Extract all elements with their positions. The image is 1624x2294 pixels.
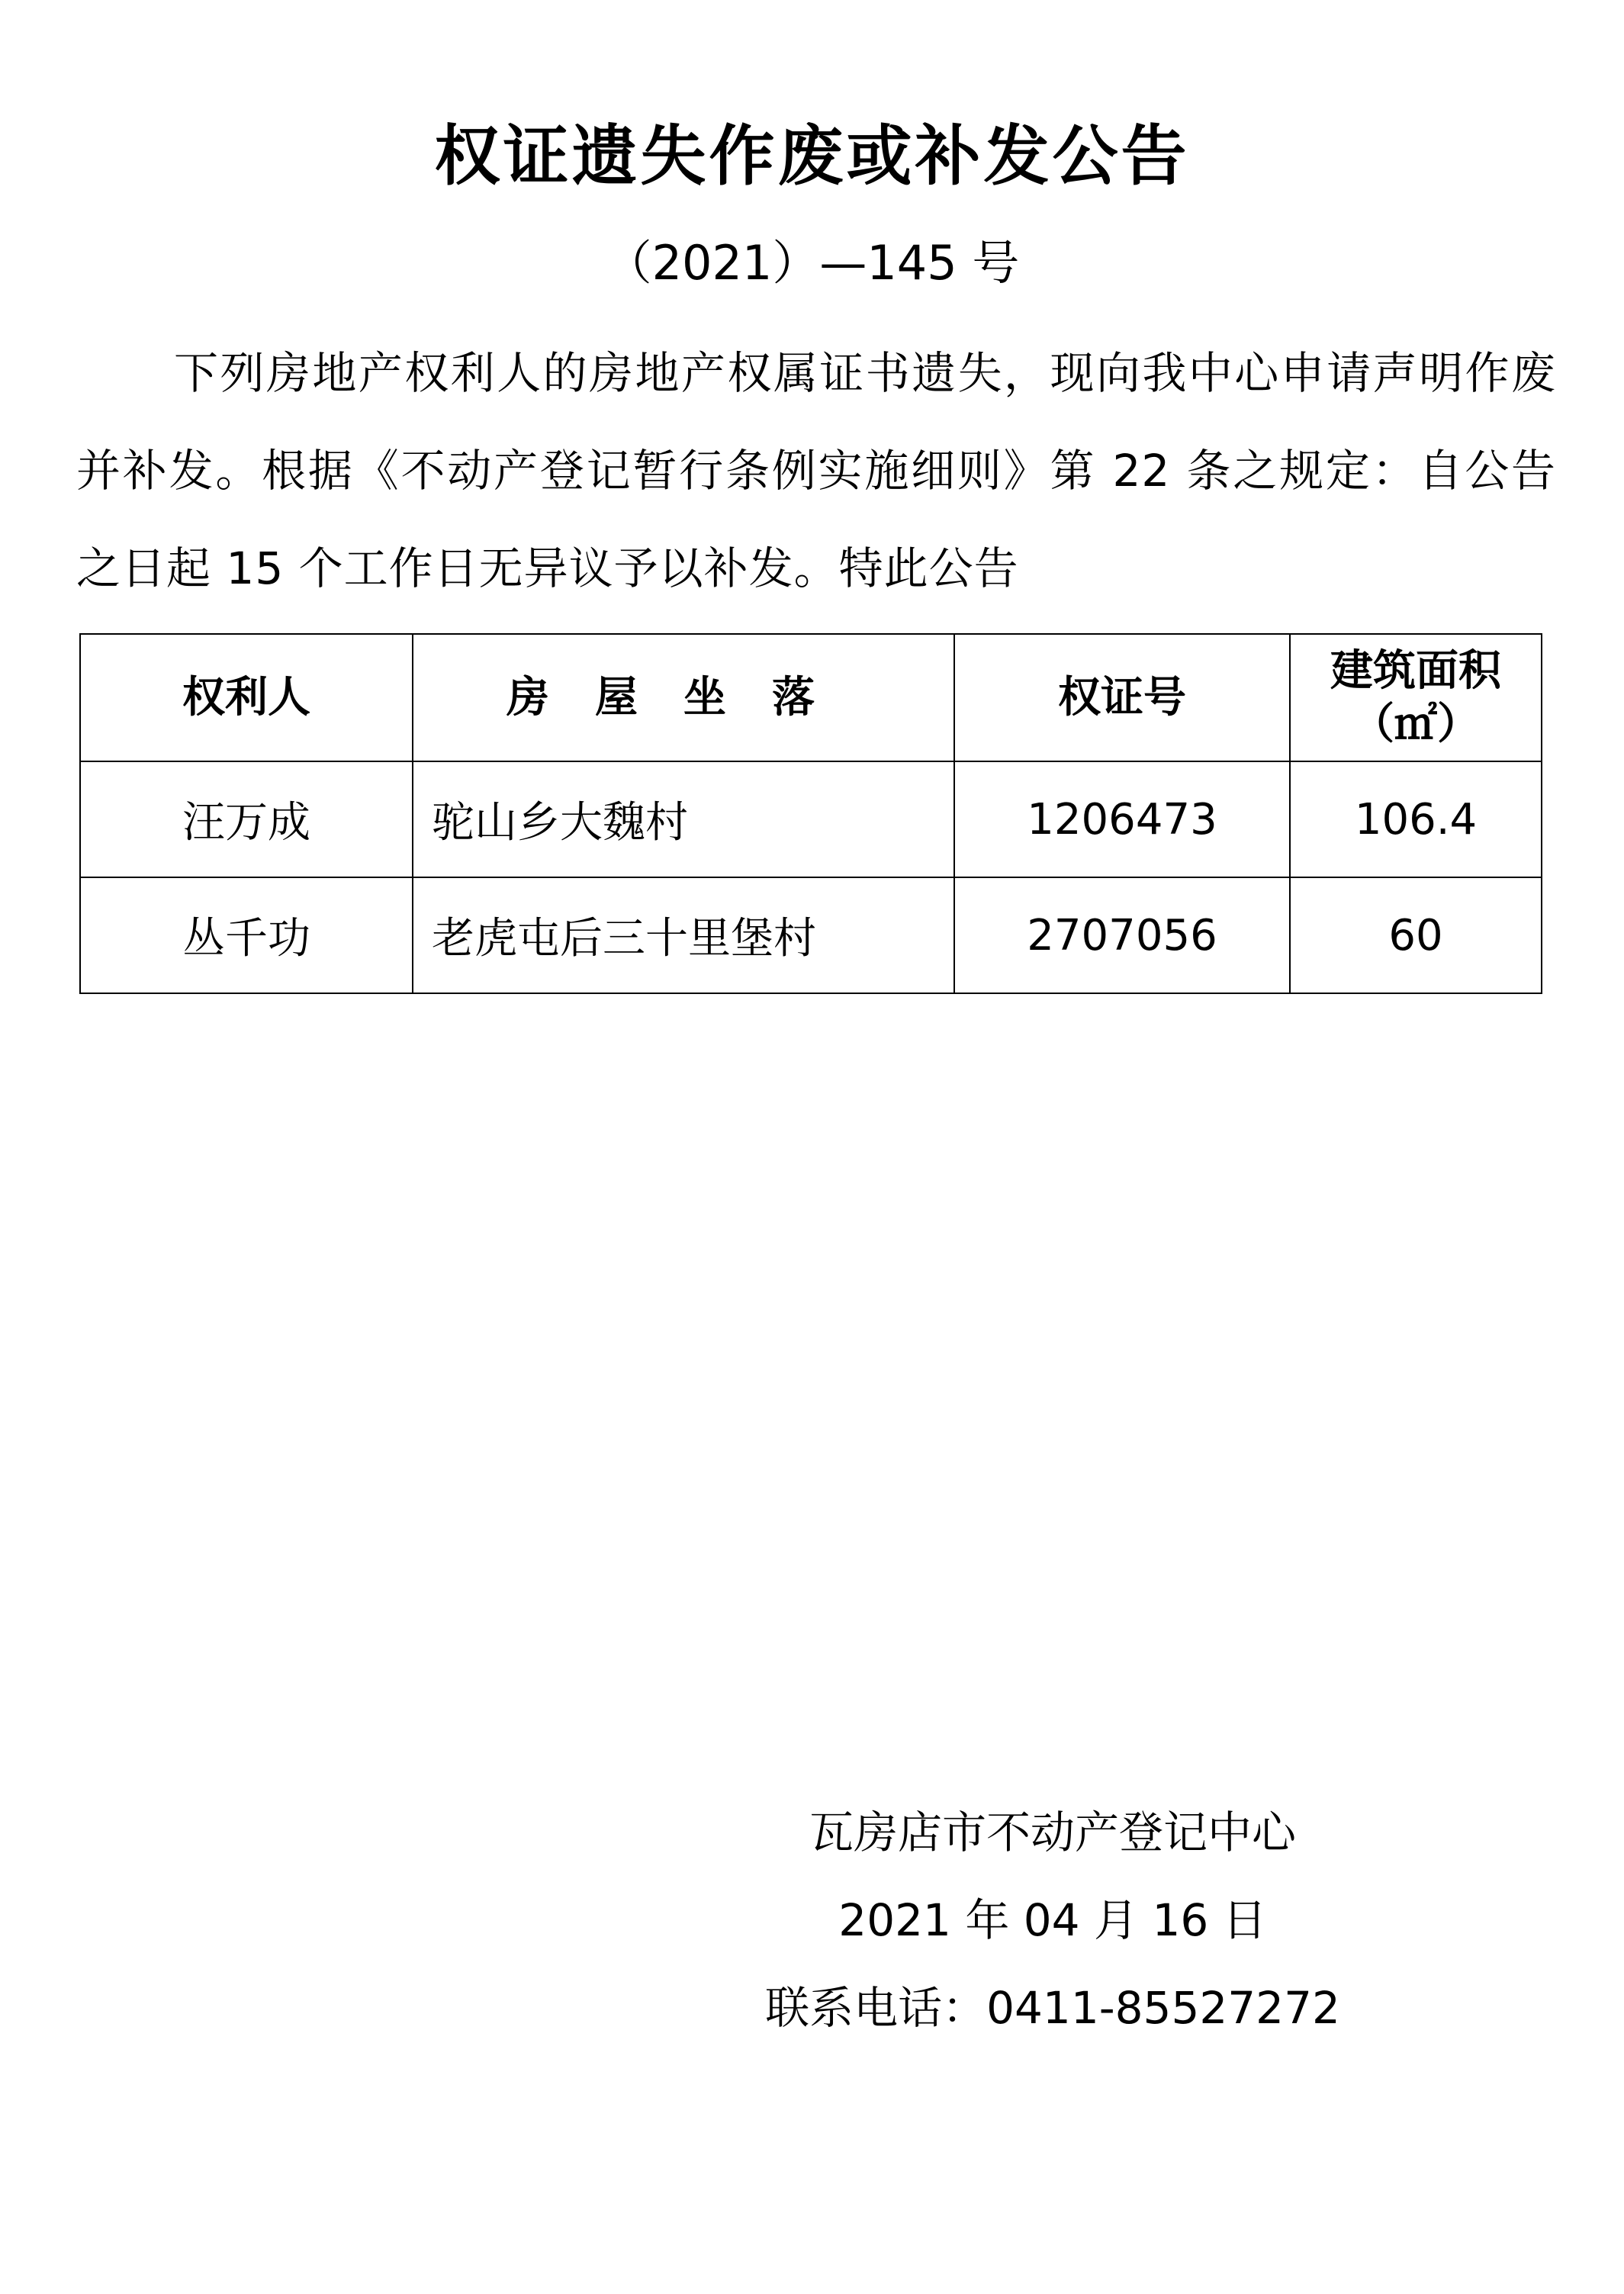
cell-address: 老虎屯后三十里堡村 — [413, 877, 954, 993]
table-header-row — [80, 634, 1542, 761]
header-area — [1290, 634, 1542, 761]
issue-date: 2021 年 04 月 16 日 — [838, 1894, 1267, 1946]
cell-address: 驼山乡大魏村 — [413, 761, 954, 877]
table-row — [80, 877, 1542, 993]
header-area-label: 建筑面积 — [1330, 645, 1501, 696]
issuer-footer — [671, 1789, 1434, 2052]
cell-cert-no: 1206473 — [954, 761, 1290, 877]
cell-holder: 汪万成 — [80, 761, 413, 877]
cell-holder: 丛千功 — [80, 877, 413, 993]
header-cert-no: 权证号 — [954, 634, 1290, 761]
contact-phone: 联系电话：0411-85527272 — [765, 1982, 1340, 2034]
page-title: 权证遗失作废或补发公告 — [434, 118, 1190, 195]
document-number: （2021）—145 号 — [604, 235, 1020, 291]
cell-area: 60 — [1290, 877, 1542, 993]
certificate-table — [79, 633, 1542, 994]
cell-cert-no: 2707056 — [954, 877, 1290, 993]
header-address — [413, 634, 954, 761]
header-address-label: 房屋坐落 — [506, 672, 860, 722]
issuer-name: 瓦房店市不动产登记中心 — [809, 1807, 1296, 1858]
table-row — [80, 761, 1542, 877]
cell-area: 106.4 — [1290, 761, 1542, 877]
notice-body: 下列房地产权利人的房地产权属证书遗失，现向我中心申请声明作废并补发。根据《不动产登记暂行条例实施细则》第 22 条之规定：自公告之日起 15 个工作日无异议予以补发。特此公告 — [76, 347, 1556, 594]
header-holder: 权利人 — [80, 634, 413, 761]
header-area-unit: （㎡） — [1352, 699, 1480, 749]
